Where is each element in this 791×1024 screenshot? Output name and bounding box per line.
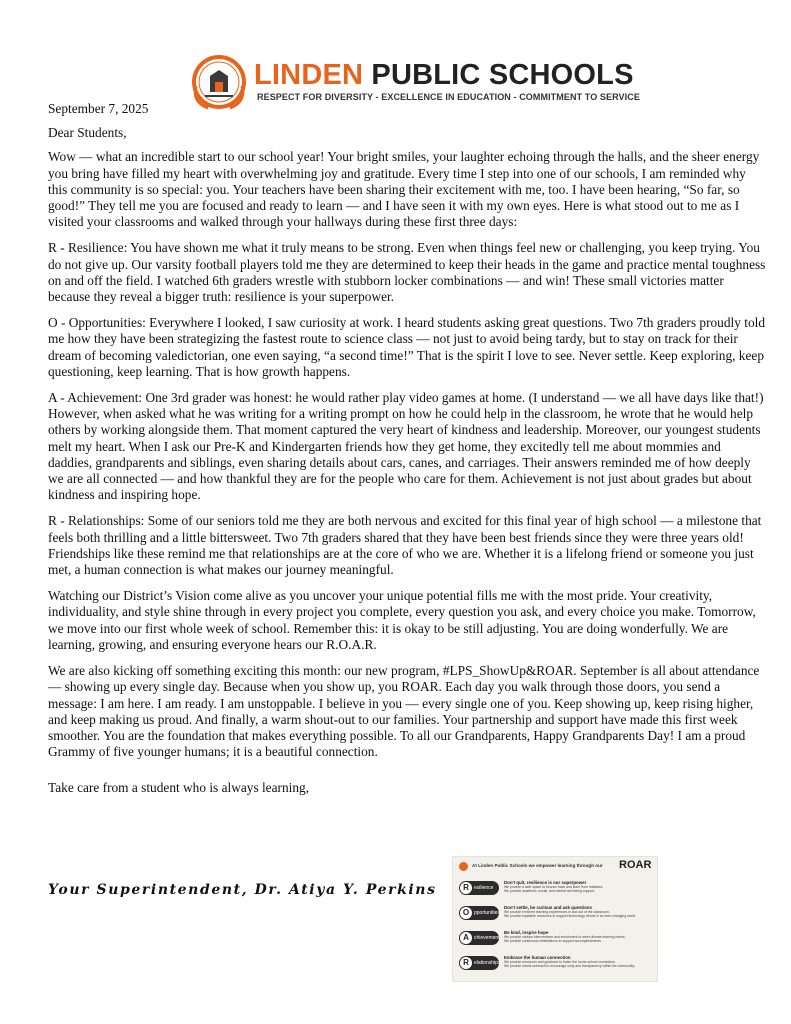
roar-row-title: Be kind, inspire hope xyxy=(504,930,549,935)
letter-greeting: Dear Students, xyxy=(48,125,127,141)
roar-chip-label: esilience xyxy=(474,885,494,891)
roar-row-achievement xyxy=(459,929,653,951)
roar-intro: At Linden Public Schools we empower learning through our xyxy=(472,863,603,868)
roar-row-relationships xyxy=(459,954,653,976)
roar-bullet: We provide enriched learning experiences in and out of the classroom. xyxy=(504,910,610,914)
roar-bullet: We provide resources and guidance to foster the home-school connection. xyxy=(504,960,616,964)
paragraph-resilience: R - Resilience: You have shown me what it truly means to be strong. Even when things feel new or challenging, you keep trying. You do not give up. Our varsity football players told me they are determined to keep their heads in the game and practice mental toughness on and off the field. I watched 6th graders wrestle with stubborn locker combinations — and win! These small victories matter because they reveal a bigger truth: resilience is your superpower. xyxy=(48,240,766,305)
roar-row-title: Don't settle, be curious and ask questions xyxy=(504,905,592,910)
roar-chip-label: elationships xyxy=(474,960,501,966)
roar-row-title: Don't quit, resilience is our superpower xyxy=(504,880,587,885)
paragraph-vision: Watching our District’s Vision come alive as you uncover your unique potential fills me with the most pride. Your creativity, individuality, and style shine through in every project you complete, every question you ask, and every choice you make. Tomorrow, we move into our first whole week of school. Remember this: it is okay to be still adjusting. You are doing wonderfully. We are learning, growing, and ensuring everyone hears our R.O.A.R. xyxy=(48,588,756,652)
roar-bullet: We provide various interventions and enrichment to meet diverse learning needs. xyxy=(504,935,626,939)
roar-title: ROAR xyxy=(619,859,652,871)
letter-date: September 7, 2025 xyxy=(48,101,149,116)
roar-chip xyxy=(459,906,499,920)
paragraph-achievement: A - Achievement: One 3rd grader was honest: he would rather play video games at home. (I understand — we all have days like that!) However, when asked what he was writing for a writing prompt on how he could help in the classroom, he wrote that he would help others by working alongside them. That moment captured the very heart of kindness and leadership. Moreover, our youngest students melt my heart. When I ask our Pre-K and Kindergarten friends how they get home, they excitedly tell me about mommies and daddies, grandparents and siblings, even sharing details about cars, canes, and carriages. Their answers reminded me of how deeply we are all connected — and how thankful they are for the people who care for them. Achievement is not just about grades but about kindness and inspiring hope. xyxy=(48,390,764,503)
district-name xyxy=(254,60,634,90)
district-name-public-schools: PUBLIC SCHOOLS xyxy=(371,59,634,91)
roar-bullet: We provide continuous celebrations to support accomplishments. xyxy=(504,939,602,944)
roar-graphic xyxy=(452,856,658,982)
roar-chip xyxy=(459,881,499,895)
roar-row-title: Embrace the human connection xyxy=(504,955,571,960)
roar-letter: R xyxy=(460,957,472,969)
paragraph-attendance: We are also kicking off something exciting this month: our new program, #LPS_ShowUp&ROAR. September is all about attendance — showing up every single day. Because when you show up, you ROAR. Each day you walk through those doors, you send a message: I am here. I am ready. I am unstoppable. I believe in you — every single one of you. Keep showing up, keep rising higher, and keep making us proud. And finally, a warm shout-out to our families. Your partnership and support have made this first week smoother. You are the foundation that makes everything possible. To all our Grandparents, Happy Grandparents Day! I am a proud Grammy of five younger humans; it is a beautiful connection. xyxy=(48,663,760,760)
roar-row-text xyxy=(504,905,652,918)
signature: Your Superintendent, Dr. Atiya Y. Perkins xyxy=(48,882,437,898)
roar-row-text xyxy=(504,880,652,893)
roar-letter: O xyxy=(460,907,472,919)
roar-graphic-header xyxy=(459,859,653,874)
roar-chip xyxy=(459,931,499,945)
roar-bullet: We provide equitable resources to support technology trends in an ever-changing world. xyxy=(504,914,637,919)
roar-bullet: We provide academic, social, and mental well-being support. xyxy=(504,889,596,894)
roar-row-opportunities xyxy=(459,904,653,926)
paragraph-intro: Wow — what an incredible start to our school year! Your bright smiles, your laughter echoing through the halls, and the sheer energy you bring have filled my heart with overwhelming joy and gratitude. Every time I step into one of our schools, I am reminded why this community is so special: you. Your teachers have been sharing their excitement with me, too. I have been hearing, “So far, so good!” They tell me you are focused and ready to learn — and I have seen it with my own eyes. Here is what stood out to me as I visited your classrooms and walked through your hallways during these first three days: xyxy=(48,149,760,230)
roar-bullet: We provide a safe space to bounce back and learn from mistakes. xyxy=(504,885,604,889)
paragraph-opportunities: O - Opportunities: Everywhere I looked, I saw curiosity at work. I heard students asking great questions. Two 7th graders proudly told me how they have been strategizing the fastest route to science class — not just to avoid being tardy, but to stay on track for their dream of becoming valedictorian, one even saying, “a second time!” That is the spirit I love to see. Never settle. Keep exploring, keep questioning, keep learning. That is how growth happens. xyxy=(48,315,766,379)
letter-body xyxy=(48,101,768,807)
roar-letter: R xyxy=(460,882,472,894)
roar-letter: A xyxy=(460,932,472,944)
paragraph-relationships: R - Relationships: Some of our seniors told me they are both nervous and excited for this final year of high school — a milestone that feels both thrilling and a little bittersweet. Two 7th graders shared that they have been best friends since they were three years old! Friendships like these remind me that relationships are at the core of who we are. Whether it is a lifelong friend or someone you just met, a human connection is what makes our journey meaningful. xyxy=(48,513,762,578)
district-logo-icon xyxy=(459,862,468,871)
roar-row-text xyxy=(504,955,652,968)
roar-chip-label: chievement xyxy=(474,935,500,941)
roar-chip-label: pportunities xyxy=(474,910,500,916)
roar-row-resilience xyxy=(459,879,653,901)
roar-row-text xyxy=(504,930,652,943)
district-tagline: RESPECT FOR DIVERSITY - EXCELLENCE IN EDUCATION - COMMITMENT TO SERVICE xyxy=(257,92,640,102)
roar-bullet: We provide robust outreach to encourage unity and transparency within the community. xyxy=(504,964,635,969)
letter-closing: Take care from a student who is always learning, xyxy=(48,780,310,796)
roar-chip xyxy=(459,956,499,970)
district-name-linden: LINDEN xyxy=(254,59,364,91)
